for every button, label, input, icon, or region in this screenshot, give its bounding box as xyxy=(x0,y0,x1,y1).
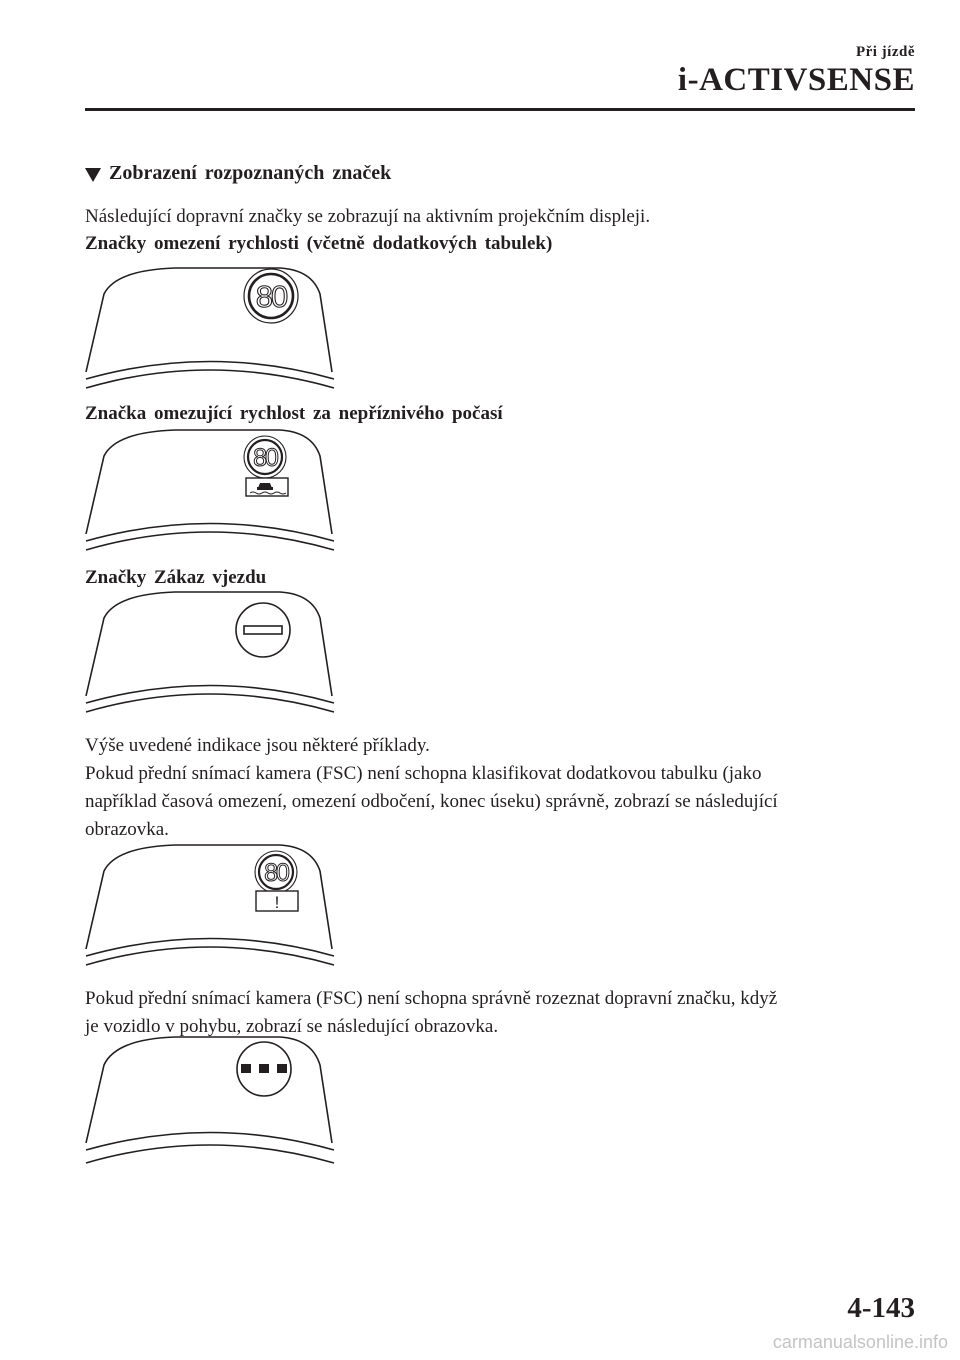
notes-line-3: například časová omezení, omezení odbočení, konec úseku) správně, zobrazí se následující xyxy=(85,791,778,812)
header-title: i-ACTIVSENSE xyxy=(677,62,915,98)
display-illustration-unclassified-panel xyxy=(80,843,340,973)
intro-text: Následující dopravní značky se zobrazují na aktivním projekčním displeji. xyxy=(85,206,651,227)
speed-limit-sign-icon xyxy=(244,269,298,323)
display-illustration-unrecognized xyxy=(80,1035,340,1175)
speed-value-4: 80 xyxy=(264,859,288,887)
watermark: carmanualsonline.info xyxy=(772,1332,948,1352)
subheading-no-entry: Značky Zákaz vjezdu xyxy=(85,567,267,588)
speed-value-1: 80 xyxy=(255,279,287,314)
no-entry-sign-icon xyxy=(236,603,290,657)
subheading-speed-limit: Značky omezení rychlosti (včetně dodatkových tabulek) xyxy=(85,233,553,254)
header-rule xyxy=(85,108,915,111)
notes2-line-2: je vozidlo v pohybu, zobrazí se následující obrazovka. xyxy=(85,1016,499,1037)
section-title-text: Zobrazení rozpoznaných značek xyxy=(109,162,392,184)
page-number: 4-143 xyxy=(847,1292,915,1324)
notes-line-4: obrazovka. xyxy=(85,819,169,840)
unknown-panel-icon xyxy=(256,891,298,912)
speed-value-2: 80 xyxy=(253,444,277,472)
section-title xyxy=(85,162,391,185)
unrecognized-sign-icon xyxy=(237,1042,291,1096)
notes2-line-1: Pokud přední snímací kamera (FSC) není schopna správně rozeznat dopravní značku, když xyxy=(85,988,778,1009)
speed-limit-sign-icon xyxy=(244,436,286,478)
display-illustration-speed-limit xyxy=(80,266,340,396)
triangle-bullet-icon xyxy=(85,168,101,182)
display-illustration-weather-speed xyxy=(80,428,340,558)
unknown-mark: ! xyxy=(274,893,280,912)
subheading-weather-speed: Značka omezující rychlost za nepříznivého počasí xyxy=(85,403,503,424)
notes-line-2: Pokud přední snímací kamera (FSC) není schopna klasifikovat dodatkovou tabulku (jako xyxy=(85,763,762,784)
header-section: Při jízdě xyxy=(855,44,915,60)
display-illustration-no-entry xyxy=(80,590,340,720)
notes-line-1: Výše uvedené indikace jsou některé příklady. xyxy=(85,735,430,756)
slippery-road-panel-icon xyxy=(246,478,288,496)
speed-limit-sign-icon xyxy=(255,851,297,893)
